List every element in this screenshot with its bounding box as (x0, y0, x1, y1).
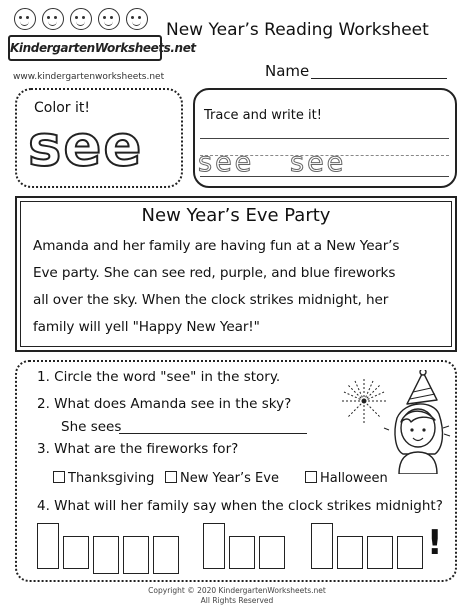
story-line: Amanda and her family are having fun at a New Year’s (33, 238, 400, 254)
checkbox[interactable] (305, 471, 317, 483)
option-thanksgiving[interactable]: Thanksgiving (53, 471, 154, 486)
question-3: 3. What are the fireworks for? (37, 441, 239, 457)
letter-box[interactable] (337, 536, 363, 569)
see-outline-word[interactable]: see (28, 114, 144, 179)
letter-box[interactable] (397, 536, 423, 569)
trace-word[interactable]: see (290, 147, 347, 178)
kid-face-icon (14, 8, 36, 30)
story-title: New Year’s Eve Party (141, 205, 331, 226)
kid-face-icon (42, 8, 64, 30)
kid-face-icon (126, 8, 148, 30)
story-line: all over the sky. When the clock strikes midnight, her (33, 292, 389, 308)
question-1: 1. Circle the word "see" in the story. (37, 369, 281, 385)
kid-face-icon (98, 8, 120, 30)
worksheet-title: New Year’s Reading Worksheet (166, 20, 429, 40)
logo-wordmark: KindergartenWorksheets.net (8, 35, 162, 61)
letter-box-descender[interactable] (153, 536, 179, 574)
question-2: 2. What does Amanda see in the sky? (37, 396, 292, 412)
site-url: www.kindergartenworksheets.net (13, 72, 165, 82)
copyright-notice: Copyright © 2020 KindergartenWorksheets.net All Rights Reserved (148, 586, 326, 605)
firework-icon (339, 376, 389, 426)
letter-box[interactable] (229, 536, 255, 569)
letter-box-tall[interactable] (203, 523, 225, 569)
letter-box[interactable] (259, 536, 285, 569)
exclamation-mark: ! (427, 523, 443, 563)
trace-word[interactable]: see (198, 147, 255, 178)
name-label: Name (265, 62, 310, 80)
name-write-line[interactable] (311, 78, 447, 79)
answer-prefix: She sees (61, 419, 122, 435)
answer-line[interactable] (119, 433, 307, 434)
option-halloween[interactable]: Halloween (305, 471, 388, 486)
option-new-years-eve[interactable]: New Year’s Eve (165, 471, 279, 486)
letter-box[interactable] (367, 536, 393, 569)
kid-face-icon (70, 8, 92, 30)
site-logo (8, 8, 196, 70)
letter-box-descender[interactable] (123, 536, 149, 574)
story-line: family will yell "Happy New Year!" (33, 319, 260, 335)
letter-box-tall[interactable] (37, 523, 59, 569)
checkbox[interactable] (165, 471, 177, 483)
color-it-label: Color it! (34, 100, 90, 116)
checkbox[interactable] (53, 471, 65, 483)
trace-top-line (200, 138, 449, 139)
story-line: Eve party. She can see red, purple, and blue fireworks (33, 265, 396, 281)
trace-label: Trace and write it! (204, 108, 322, 123)
letter-box[interactable] (63, 536, 89, 569)
party-girl-illustration (383, 370, 453, 474)
letter-box-tall[interactable] (311, 523, 333, 569)
question-4: 4. What will her family say when the clock strikes midnight? (37, 498, 443, 514)
letter-box-descender[interactable] (93, 536, 119, 574)
